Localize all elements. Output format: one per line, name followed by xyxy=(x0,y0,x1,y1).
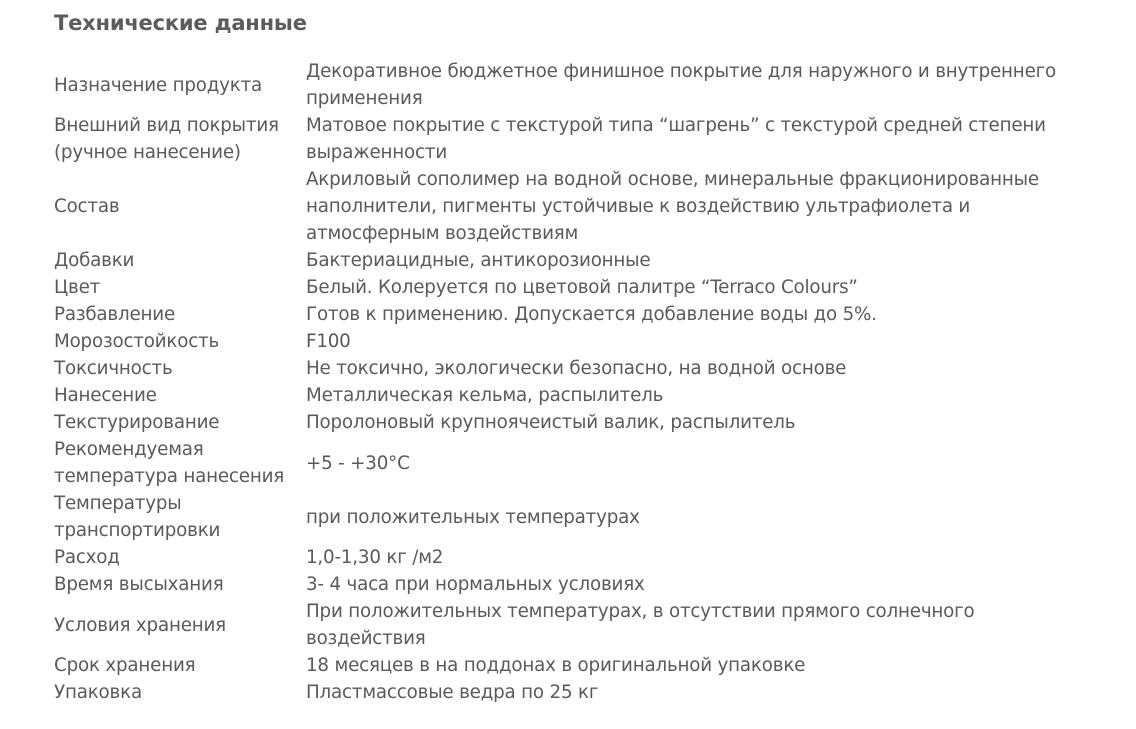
row-label: Морозостойкость xyxy=(54,331,220,352)
row-label: Время высыхания xyxy=(54,574,224,595)
section-title: Технические данные xyxy=(54,11,307,35)
row-label: Цвет xyxy=(54,277,101,298)
row-label: Срок хранения xyxy=(54,655,196,676)
table-row xyxy=(54,112,1096,166)
row-value: Матовое покрытие с текстурой типа “шагрень” с текстурой средней степени выраженности xyxy=(306,115,1046,163)
row-label: Внешний вид покрытия (ручное нанесение) xyxy=(54,115,279,163)
row-label: Рекомендуемая температура нанесения xyxy=(54,439,285,487)
table-row xyxy=(54,490,1096,544)
row-value: При положительных температурах, в отсутствии прямого солнечного воздействия xyxy=(306,601,975,649)
table-row xyxy=(54,247,1096,274)
table-row xyxy=(54,409,1096,436)
row-label: Состав xyxy=(54,196,120,217)
row-value: Готов к применению. Допускается добавление воды до 5%. xyxy=(306,304,877,325)
table-row xyxy=(54,544,1096,571)
row-value: 1,0-1,30 кг /м2 xyxy=(306,547,444,568)
row-label: Назначение продукта xyxy=(54,74,263,96)
row-label: Упаковка xyxy=(54,682,142,703)
row-value: F100 xyxy=(306,331,351,352)
row-value: Металлическая кельма, распылитель xyxy=(306,385,664,406)
table-row xyxy=(54,598,1096,652)
row-value: при положительных температурах xyxy=(306,506,640,528)
row-value: 3- 4 часа при нормальных условиях xyxy=(306,574,645,595)
table-row xyxy=(54,355,1096,382)
row-label: Расход xyxy=(54,547,120,568)
row-label: Токсичность xyxy=(54,358,173,379)
row-value: 18 месяцев в на поддонах в оригинальной упаковке xyxy=(306,655,806,676)
row-label: Добавки xyxy=(54,250,135,271)
table-row xyxy=(54,436,1096,490)
row-label: Условия хранения xyxy=(54,614,226,636)
row-value: Пластмассовые ведра по 25 кг xyxy=(306,682,599,703)
row-value: Не токсично, экологически безопасно, на водной основе xyxy=(306,358,847,379)
row-value: +5 - +30°C xyxy=(306,452,410,474)
row-value: Белый. Колеруется по цветовой палитре “Terraco Colours” xyxy=(306,277,858,298)
technical-data-section xyxy=(54,8,1114,706)
table-row xyxy=(54,328,1096,355)
specs-table xyxy=(54,58,1096,706)
table-row xyxy=(54,382,1096,409)
row-label: Текстурирование xyxy=(54,412,220,433)
table-row xyxy=(54,679,1096,706)
row-label: Температуры транспортировки xyxy=(54,493,221,541)
table-row xyxy=(54,274,1096,301)
table-row xyxy=(54,166,1096,247)
table-row xyxy=(54,58,1096,112)
table-row xyxy=(54,301,1096,328)
row-label: Разбавление xyxy=(54,304,176,325)
row-label: Нанесение xyxy=(54,385,157,406)
row-value: Поролоновый крупноячеистый валик, распылитель xyxy=(306,412,796,433)
row-value: Декоративное бюджетное финишное покрытие для наружного и внутреннего применения xyxy=(306,61,1056,109)
row-value: Бактериацидные, антикорозионные xyxy=(306,250,651,271)
table-row xyxy=(54,652,1096,679)
row-value: Акриловый сополимер на водной основе, минеральные фракционированные наполнители, пигменты устойчивые к воздействию ультрафиолета и атмосферным воздействиям xyxy=(306,169,1039,244)
table-row xyxy=(54,571,1096,598)
